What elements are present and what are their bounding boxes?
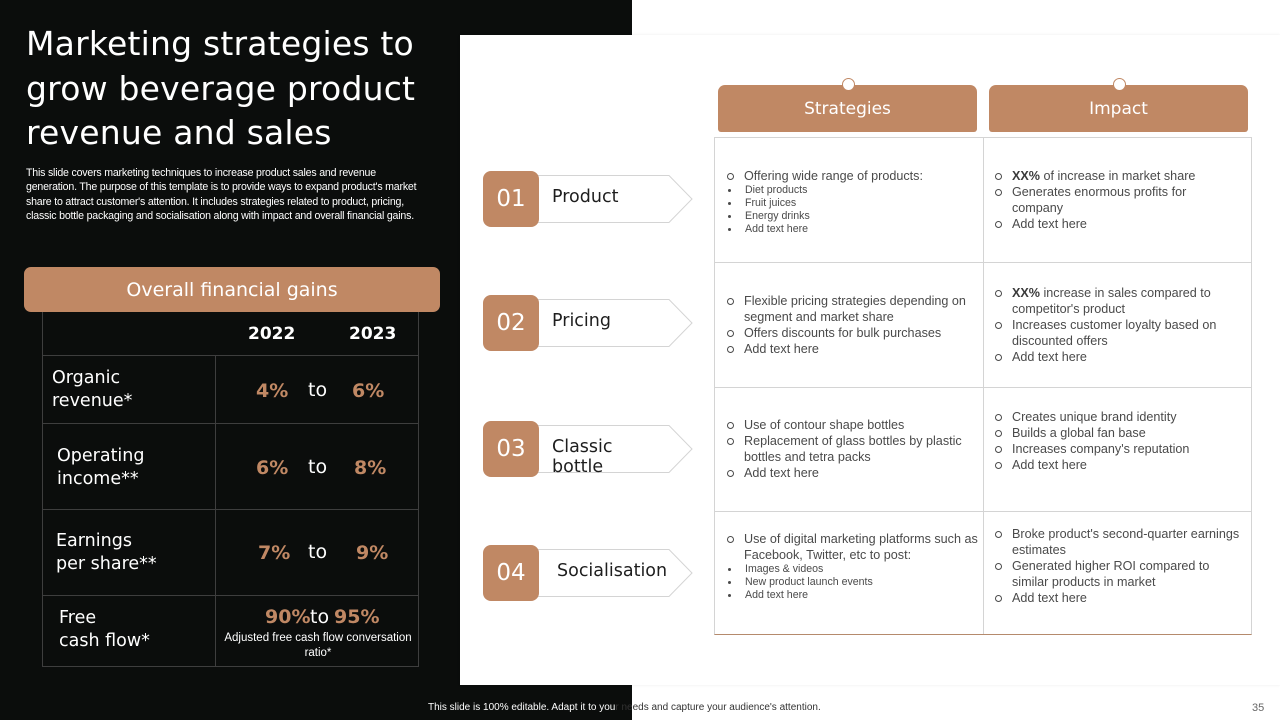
grid-divider-vertical <box>983 138 984 634</box>
list-item: Generated higher ROI compared to similar products in market <box>994 558 1244 590</box>
sub-list-item: Energy drinks <box>726 210 976 223</box>
value-from: 90% <box>265 606 311 628</box>
row-number-badge: 03 <box>483 421 539 477</box>
grid-divider-horizontal <box>715 262 1251 263</box>
strategies-header: Strategies <box>718 85 977 132</box>
list-item: Add text here <box>994 590 1244 606</box>
list-item: Flexible pricing strategies depending on segment and market share <box>726 293 978 325</box>
strategies-cell-socialisation <box>726 531 978 602</box>
sub-list-item: New product launch events <box>726 576 978 589</box>
metric-label: Free cash flow* <box>59 608 150 651</box>
financial-row-operating-income <box>43 423 418 509</box>
list-item: XX% of increase in market share <box>994 168 1244 184</box>
value-to: 95% <box>334 606 380 628</box>
value-from: 4% <box>256 380 289 402</box>
strategies-header-dot <box>842 78 855 91</box>
list-item: Use of digital marketing platforms such as Facebook, Twitter, etc to post: <box>726 531 978 563</box>
value-to: 8% <box>354 457 387 479</box>
footer-note: This slide is 100% editable. Adapt it to your needs and capture your audience's attention. <box>428 702 821 713</box>
metric-label: Operating income** <box>57 446 145 489</box>
grid-divider-horizontal <box>715 511 1251 512</box>
metric-label: Organic revenue* <box>52 368 133 411</box>
slide-description: This slide covers marketing techniques to increase product sales and revenue generation. The purpose of this template is to provide ways to expand product's market share to attract customer's attention. It includes strategies related to product, pricing, classic bottle packaging and socialisation along with impact and overall financial gains. <box>26 167 417 223</box>
row-label-text: Product <box>552 187 619 207</box>
list-item: XX% increase in sales compared to competitor's product <box>994 285 1244 317</box>
row-label-text: Pricing <box>552 311 611 331</box>
value-from: 6% <box>256 457 289 479</box>
to-word: to <box>308 379 328 401</box>
row-label-text: Classic bottle <box>552 437 613 477</box>
strategies-cell-classic-bottle <box>726 417 978 481</box>
list-item: Increases company's reputation <box>994 441 1244 457</box>
sub-list-item: Add text here <box>726 223 976 236</box>
strategy-impact-grid <box>714 137 1252 635</box>
list-item: Replacement of glass bottles by plastic bottles and tetra packs <box>726 433 978 465</box>
row-number-badge: 02 <box>483 295 539 351</box>
year-2023: 2023 <box>349 324 397 344</box>
page-number: 35 <box>1252 702 1265 714</box>
list-item: Add text here <box>994 457 1244 473</box>
list-item: Add text here <box>726 465 978 481</box>
list-item: Offering wide range of products: <box>726 168 976 184</box>
value-to: 6% <box>352 380 385 402</box>
year-2022: 2022 <box>248 324 296 344</box>
strategies-cell-product <box>726 168 976 236</box>
to-word: to <box>308 456 328 478</box>
sub-list-item: Add text here <box>726 589 978 602</box>
to-word: to <box>308 541 328 563</box>
sub-list-item: Fruit juices <box>726 197 976 210</box>
sub-list-item: Diet products <box>726 184 976 197</box>
sub-list-item: Images & videos <box>726 563 978 576</box>
slide-title: Marketing strategies to grow beverage product revenue and sales <box>26 24 416 152</box>
list-item: Offers discounts for bulk purchases <box>726 325 978 341</box>
list-item: Add text here <box>994 216 1244 232</box>
list-item: Increases customer loyalty based on discounted offers <box>994 317 1244 349</box>
impact-header: Impact <box>989 85 1248 132</box>
list-item: Creates unique brand identity <box>994 409 1244 425</box>
impact-cell-product <box>994 168 1244 232</box>
to-word: to <box>310 606 330 628</box>
impact-cell-pricing <box>994 285 1244 365</box>
fcf-note: Adjusted free cash flow conversation ratio* <box>224 632 412 659</box>
row-number-badge: 04 <box>483 545 539 601</box>
value-from: 7% <box>258 542 291 564</box>
financial-row-earnings-per-share <box>43 509 418 595</box>
metric-label: Earnings per share** <box>56 531 157 574</box>
list-item: Add text here <box>994 349 1244 365</box>
impact-cell-classic-bottle <box>994 409 1244 473</box>
row-label-text: Socialisation <box>557 561 668 581</box>
list-item: Generates enormous profits for company <box>994 184 1194 216</box>
list-item: Builds a global fan base <box>994 425 1244 441</box>
financial-gains-header: Overall financial gains <box>24 267 440 312</box>
impact-cell-socialisation <box>994 526 1244 606</box>
financial-row-free-cash-flow <box>43 595 418 666</box>
list-item: Broke product's second-quarter earnings estimates <box>994 526 1244 558</box>
list-item: Use of contour shape bottles <box>726 417 978 433</box>
financial-row-organic-revenue <box>43 355 418 423</box>
financial-gains-table <box>42 312 419 667</box>
row-number-badge: 01 <box>483 171 539 227</box>
grid-divider-horizontal <box>715 387 1251 388</box>
list-item: Add text here <box>726 341 978 357</box>
strategies-cell-pricing <box>726 293 978 357</box>
impact-header-dot <box>1113 78 1126 91</box>
value-to: 9% <box>356 542 389 564</box>
